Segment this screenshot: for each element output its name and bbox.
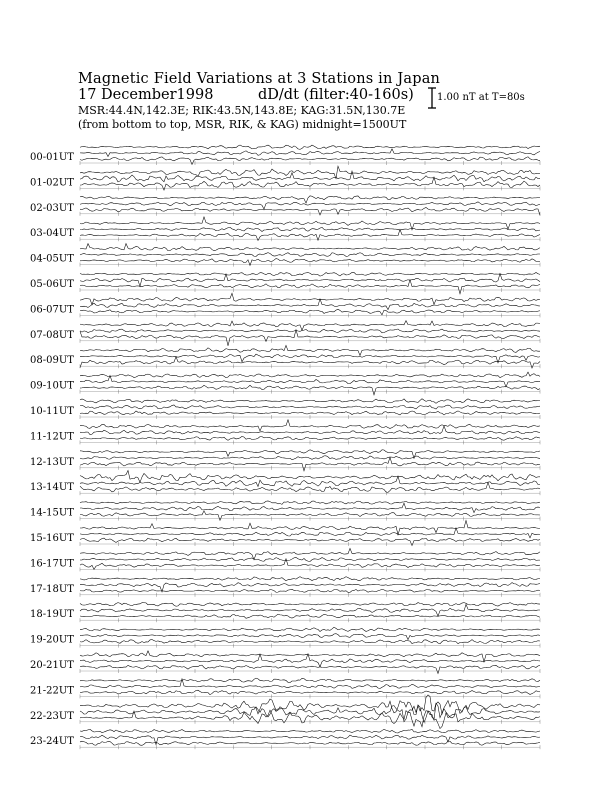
hour-row-19-20UT (30, 627, 540, 647)
hour-row-01-02UT (30, 166, 540, 190)
hour-row-05-06UT (30, 272, 540, 293)
hour-label: 16-17UT (30, 558, 74, 570)
trace-kag (80, 450, 540, 459)
trace-kag (80, 501, 540, 504)
hour-label: 21-22UT (30, 685, 74, 697)
trace-msr (80, 640, 540, 644)
trace-rik (80, 702, 540, 722)
trace-order-note: (from bottom to top, MSR, RIK, & KAG) midnight=1500UT (78, 118, 407, 131)
trace-rik (80, 557, 540, 561)
hour-label: 10-11UT (30, 406, 74, 417)
hour-row-23-24UT (30, 729, 540, 749)
trace-msr (80, 614, 540, 618)
trace-rik (80, 299, 540, 310)
trace-kag (80, 627, 540, 631)
hour-row-22-23UT (30, 695, 540, 729)
hour-label: 02-03UT (30, 202, 74, 214)
trace-kag (80, 420, 540, 431)
hour-row-20-21UT (30, 651, 540, 674)
hour-row-17-18UT (30, 577, 540, 597)
hour-row-18-19UT (30, 603, 540, 623)
hour-label: 15-16UT (30, 533, 74, 544)
station-coordinates: MSR:44.4N,142.3E; RIK:43.5N,143.8E; KAG:31.5N,130.7E (78, 104, 406, 117)
trace-rik (80, 227, 540, 231)
trace-msr (80, 589, 540, 592)
trace-kag (80, 577, 540, 581)
trace-rik (80, 604, 540, 616)
trace-rik (80, 202, 540, 209)
hour-row-00-01UT (30, 145, 540, 165)
hour-label: 00-01UT (30, 152, 74, 163)
trace-msr (80, 411, 540, 415)
trace-msr (80, 690, 540, 695)
trace-kag (80, 470, 540, 482)
hour-row-02-03UT (30, 196, 540, 216)
trace-kag (80, 603, 540, 607)
hour-label: 04-05UT (30, 253, 74, 265)
hour-row-06-07UT (30, 293, 540, 317)
trace-rik (80, 528, 540, 538)
trace-rik (80, 253, 540, 257)
hour-label: 03-04UT (30, 228, 74, 240)
hour-label: 12-13UT (30, 456, 74, 468)
trace-kag (80, 244, 540, 251)
trace-kag (80, 548, 540, 559)
trace-rik (80, 634, 540, 640)
trace-kag (80, 145, 540, 149)
hour-row-21-22UT (30, 678, 540, 698)
hour-label: 06-07UT (30, 304, 74, 316)
hour-row-11-12UT (30, 420, 540, 445)
hour-row-14-15UT (30, 501, 540, 521)
hour-label: 22-23UT (30, 710, 74, 722)
trace-rik (80, 329, 540, 333)
hour-label: 05-06UT (30, 279, 74, 290)
trace-kag (80, 293, 540, 304)
hour-label: 23-24UT (30, 736, 74, 748)
trace-kag (80, 166, 540, 178)
trace-msr (80, 710, 540, 728)
hour-row-13-14UT (30, 470, 540, 495)
hour-label: 14-15UT (30, 507, 74, 519)
trace-msr (80, 741, 540, 745)
trace-rik (80, 456, 540, 460)
trace-rik (80, 274, 540, 287)
hour-row-08-09UT (30, 345, 540, 368)
trace-kag (80, 345, 540, 355)
hour-label: 07-08UT (30, 329, 74, 341)
trace-rik (80, 503, 540, 512)
chart-date: 17 December1998 (78, 87, 214, 103)
hour-label: 08-09UT (30, 355, 74, 367)
hour-label: 01-02UT (30, 177, 74, 189)
trace-rik (80, 405, 540, 409)
trace-kag (80, 272, 540, 276)
trace-rik (80, 354, 540, 363)
hour-label: 17-18UT (30, 583, 74, 595)
hour-label: 11-12UT (30, 431, 74, 443)
chart-title: Magnetic Field Variations at 3 Stations in Japan (78, 71, 441, 87)
trace-msr (80, 436, 540, 440)
trace-rik (80, 375, 540, 386)
hour-row-04-05UT (30, 244, 540, 267)
hour-label: 20-21UT (30, 660, 74, 671)
hour-row-12-13UT (30, 450, 540, 471)
trace-kag (80, 678, 540, 682)
trace-rik (80, 426, 540, 435)
hour-label: 13-14UT (30, 482, 74, 494)
hour-label: 09-10UT (30, 380, 74, 392)
hour-row-15-16UT (30, 520, 540, 546)
trace-kag (80, 196, 540, 203)
hour-row-16-17UT (30, 548, 540, 571)
hour-label: 18-19UT (30, 609, 74, 621)
trace-kag (80, 729, 540, 733)
trace-rik (80, 149, 540, 157)
trace-kag (80, 372, 540, 378)
hour-row-03-04UT (30, 217, 540, 241)
trace-rik (80, 171, 540, 182)
trace-kag (80, 217, 540, 230)
trace-kag (80, 321, 540, 331)
hour-row-09-10UT (30, 372, 540, 395)
quantity-filter: dD/dt (filter:40-160s) (258, 87, 414, 103)
scale-bar-label: 1.00 nT at T=80s (437, 92, 525, 103)
hour-row-10-11UT (30, 399, 540, 419)
hour-row-07-08UT (30, 321, 540, 346)
trace-kag (80, 520, 540, 534)
trace-kag (80, 399, 540, 404)
trace-msr (80, 330, 540, 346)
trace-rik (80, 735, 540, 745)
hour-label: 19-20UT (30, 634, 74, 646)
